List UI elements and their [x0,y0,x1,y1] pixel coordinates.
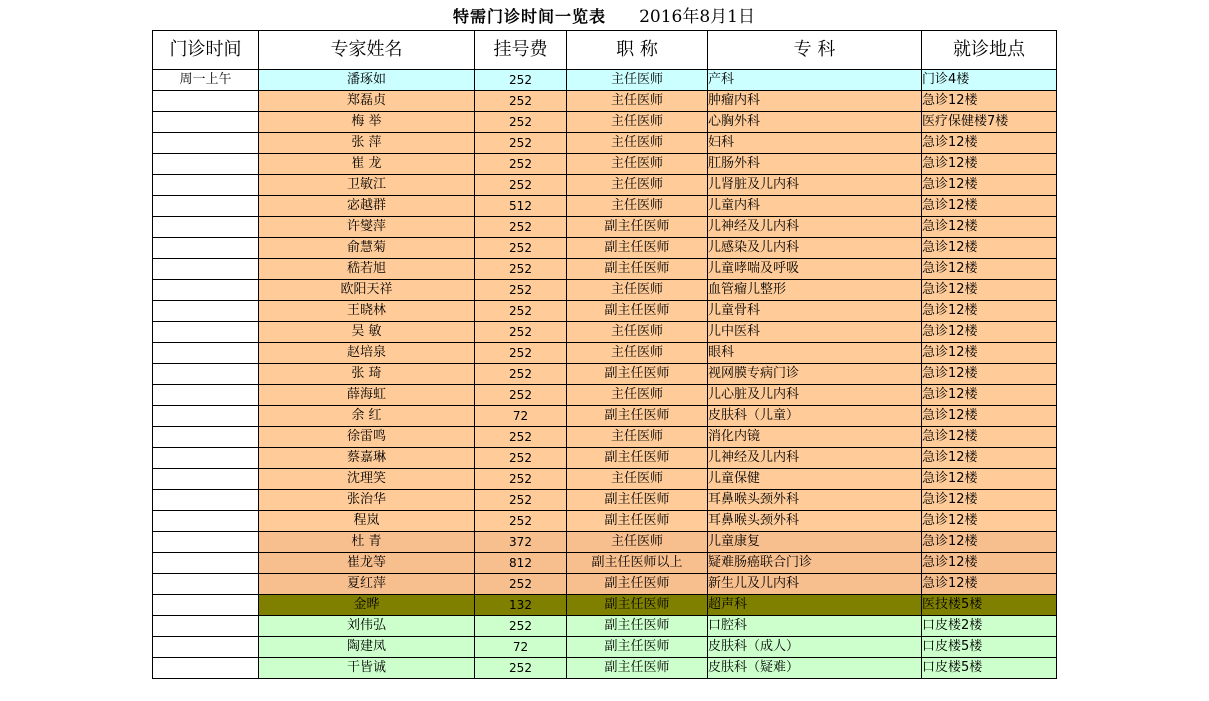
cell-registration-fee[interactable]: 252 [475,448,567,469]
table-row [153,406,1057,427]
cell-job-title[interactable]: 主任医师 [567,196,708,217]
cell-registration-fee[interactable]: 252 [475,238,567,259]
table-row [153,343,1057,364]
cell-job-title[interactable]: 主任医师 [567,280,708,301]
cell-clinic-time[interactable] [153,196,259,217]
cell-specialty[interactable]: 儿肾脏及儿内科 [708,175,922,196]
cell-expert-name[interactable]: 薛海虹 [259,385,475,406]
cell-job-title[interactable]: 主任医师 [567,385,708,406]
cell-job-title[interactable]: 副主任医师以上 [567,553,708,574]
cell-job-title[interactable]: 主任医师 [567,175,708,196]
cell-registration-fee[interactable]: 252 [475,217,567,238]
table-row [153,511,1057,532]
cell-clinic-time[interactable] [153,532,259,553]
cell-specialty[interactable]: 儿童骨科 [708,301,922,322]
table-row [153,154,1057,175]
table-row [153,280,1057,301]
cell-clinic-time[interactable] [153,112,259,133]
cell-specialty[interactable]: 儿童哮喘及呼吸 [708,259,922,280]
cell-clinic-time[interactable] [153,91,259,112]
cell-expert-name[interactable]: 崔龙等 [259,553,475,574]
cell-specialty[interactable]: 皮肤科（成人） [708,637,922,658]
cell-registration-fee[interactable]: 252 [475,511,567,532]
cell-expert-name[interactable]: 余 红 [259,406,475,427]
cell-registration-fee[interactable]: 512 [475,196,567,217]
cell-location[interactable]: 门诊4楼 [922,70,1057,91]
cell-specialty[interactable]: 疑难肠癌联合门诊 [708,553,922,574]
cell-specialty[interactable]: 儿感染及儿内科 [708,238,922,259]
table-row [153,301,1057,322]
table-row [153,112,1057,133]
cell-location[interactable]: 急诊12楼 [922,532,1057,553]
cell-job-title[interactable]: 副主任医师 [567,301,708,322]
cell-clinic-time[interactable] [153,574,259,595]
cell-location[interactable]: 急诊12楼 [922,343,1057,364]
cell-location[interactable]: 急诊12楼 [922,301,1057,322]
cell-specialty[interactable]: 耳鼻喉头颈外科 [708,511,922,532]
cell-expert-name[interactable]: 赵培泉 [259,343,475,364]
cell-expert-name[interactable]: 杜 青 [259,532,475,553]
cell-location[interactable]: 急诊12楼 [922,322,1057,343]
cell-expert-name[interactable]: 沈理笑 [259,469,475,490]
cell-specialty[interactable]: 儿神经及儿内科 [708,448,922,469]
cell-registration-fee[interactable]: 252 [475,385,567,406]
cell-location[interactable]: 急诊12楼 [922,259,1057,280]
cell-specialty[interactable]: 眼科 [708,343,922,364]
header-row [153,31,1057,70]
cell-clinic-time[interactable] [153,406,259,427]
cell-clinic-time[interactable] [153,154,259,175]
cell-job-title[interactable]: 主任医师 [567,469,708,490]
table-row [153,616,1057,637]
cell-expert-name[interactable]: 梅 举 [259,112,475,133]
cell-expert-name[interactable]: 张 萍 [259,133,475,154]
cell-expert-name[interactable]: 王晓林 [259,301,475,322]
cell-expert-name[interactable]: 俞慧菊 [259,238,475,259]
cell-specialty[interactable]: 视网膜专病门诊 [708,364,922,385]
cell-clinic-time[interactable] [153,259,259,280]
cell-registration-fee[interactable]: 252 [475,112,567,133]
header-job-title[interactable]: 职 称 [567,31,708,70]
table-row [153,574,1057,595]
schedule-table [152,30,1057,679]
cell-clinic-time[interactable] [153,637,259,658]
table-row [153,427,1057,448]
cell-clinic-time[interactable] [153,301,259,322]
cell-location[interactable]: 急诊12楼 [922,364,1057,385]
cell-location[interactable]: 医疗保健楼7楼 [922,112,1057,133]
cell-registration-fee[interactable]: 72 [475,406,567,427]
cell-job-title[interactable]: 主任医师 [567,91,708,112]
cell-registration-fee[interactable]: 252 [475,301,567,322]
cell-expert-name[interactable]: 欧阳天祥 [259,280,475,301]
cell-job-title[interactable]: 副主任医师 [567,259,708,280]
cell-registration-fee[interactable]: 252 [475,343,567,364]
cell-job-title[interactable]: 副主任医师 [567,616,708,637]
cell-registration-fee[interactable]: 252 [475,616,567,637]
cell-clinic-time[interactable] [153,175,259,196]
cell-job-title[interactable]: 主任医师 [567,154,708,175]
cell-clinic-time[interactable] [153,427,259,448]
table-row [153,175,1057,196]
cell-location[interactable]: 急诊12楼 [922,427,1057,448]
cell-location[interactable]: 急诊12楼 [922,574,1057,595]
cell-specialty[interactable]: 口腔科 [708,616,922,637]
cell-specialty[interactable]: 儿童康复 [708,532,922,553]
cell-clinic-time[interactable]: 周一上午 [153,70,259,91]
cell-expert-name[interactable]: 郑磊贞 [259,91,475,112]
table-row [153,70,1057,91]
cell-specialty[interactable]: 儿童保健 [708,469,922,490]
cell-location[interactable]: 医技楼5楼 [922,595,1057,616]
cell-location[interactable]: 急诊12楼 [922,91,1057,112]
cell-job-title[interactable]: 副主任医师 [567,364,708,385]
cell-expert-name[interactable]: 潘琢如 [259,70,475,91]
header-expert-name[interactable]: 专家姓名 [259,31,475,70]
cell-job-title[interactable]: 副主任医师 [567,406,708,427]
cell-location[interactable]: 口皮楼5楼 [922,637,1057,658]
cell-specialty[interactable]: 产科 [708,70,922,91]
cell-location[interactable]: 急诊12楼 [922,385,1057,406]
cell-location[interactable]: 急诊12楼 [922,490,1057,511]
table-row [153,196,1057,217]
cell-location[interactable]: 急诊12楼 [922,448,1057,469]
cell-clinic-time[interactable] [153,490,259,511]
cell-expert-name[interactable]: 张治华 [259,490,475,511]
cell-clinic-time[interactable] [153,469,259,490]
cell-expert-name[interactable]: 崔 龙 [259,154,475,175]
cell-registration-fee[interactable]: 252 [475,364,567,385]
cell-expert-name[interactable]: 干皆诚 [259,658,475,679]
cell-clinic-time[interactable] [153,616,259,637]
cell-registration-fee[interactable]: 252 [475,154,567,175]
cell-job-title[interactable]: 主任医师 [567,322,708,343]
cell-clinic-time[interactable] [153,322,259,343]
cell-clinic-time[interactable] [153,133,259,154]
cell-location[interactable]: 急诊12楼 [922,469,1057,490]
cell-location[interactable]: 急诊12楼 [922,511,1057,532]
table-body [153,70,1057,679]
table-row [153,532,1057,553]
cell-location[interactable]: 急诊12楼 [922,154,1057,175]
table-row [153,238,1057,259]
cell-expert-name[interactable]: 徐雷鸣 [259,427,475,448]
cell-specialty[interactable]: 皮肤科（疑难） [708,658,922,679]
cell-location[interactable]: 急诊12楼 [922,553,1057,574]
table-row [153,322,1057,343]
header-location[interactable]: 就诊地点 [922,31,1057,70]
cell-registration-fee[interactable]: 252 [475,259,567,280]
cell-location[interactable]: 急诊12楼 [922,217,1057,238]
cell-location[interactable]: 口皮楼5楼 [922,658,1057,679]
cell-expert-name[interactable]: 吴 敏 [259,322,475,343]
cell-expert-name[interactable]: 程岚 [259,511,475,532]
table-row [153,595,1057,616]
cell-expert-name[interactable]: 刘伟弘 [259,616,475,637]
cell-specialty[interactable]: 儿童内科 [708,196,922,217]
cell-job-title[interactable]: 副主任医师 [567,217,708,238]
cell-specialty[interactable]: 新生儿及儿内科 [708,574,922,595]
cell-expert-name[interactable]: 夏红萍 [259,574,475,595]
cell-clinic-time[interactable] [153,511,259,532]
cell-specialty[interactable]: 肛肠外科 [708,154,922,175]
cell-location[interactable]: 急诊12楼 [922,238,1057,259]
cell-specialty[interactable]: 心胸外科 [708,112,922,133]
cell-registration-fee[interactable]: 252 [475,490,567,511]
cell-registration-fee[interactable]: 252 [475,133,567,154]
table-row [153,385,1057,406]
cell-registration-fee[interactable]: 252 [475,469,567,490]
cell-registration-fee[interactable]: 252 [475,322,567,343]
cell-clinic-time[interactable] [153,448,259,469]
table-row [153,364,1057,385]
table-row [153,490,1057,511]
cell-clinic-time[interactable] [153,280,259,301]
cell-location[interactable]: 急诊12楼 [922,196,1057,217]
cell-registration-fee[interactable]: 372 [475,532,567,553]
title-main: 特需门诊时间一览表 [452,7,606,26]
cell-clinic-time[interactable] [153,658,259,679]
header-registration-fee[interactable]: 挂号费 [475,31,567,70]
table-row [153,259,1057,280]
sheet-title [152,4,1056,30]
cell-job-title[interactable]: 副主任医师 [567,511,708,532]
title-date: 2016年8月1日 [639,7,755,27]
cell-registration-fee[interactable]: 252 [475,70,567,91]
table-row [153,133,1057,154]
cell-clinic-time[interactable] [153,238,259,259]
cell-clinic-time[interactable] [153,364,259,385]
cell-job-title[interactable]: 副主任医师 [567,637,708,658]
cell-registration-fee[interactable]: 252 [475,574,567,595]
cell-registration-fee[interactable]: 812 [475,553,567,574]
cell-registration-fee[interactable]: 252 [475,658,567,679]
cell-job-title[interactable]: 主任医师 [567,532,708,553]
cell-registration-fee[interactable]: 132 [475,595,567,616]
cell-expert-name[interactable]: 陶建凤 [259,637,475,658]
cell-specialty[interactable]: 血管瘤儿整形 [708,280,922,301]
cell-registration-fee[interactable]: 72 [475,637,567,658]
cell-registration-fee[interactable]: 252 [475,280,567,301]
cell-clinic-time[interactable] [153,553,259,574]
cell-specialty[interactable]: 妇科 [708,133,922,154]
cell-specialty[interactable]: 儿心脏及儿内科 [708,385,922,406]
cell-job-title[interactable]: 副主任医师 [567,238,708,259]
cell-expert-name[interactable]: 蔡嘉琳 [259,448,475,469]
cell-location[interactable]: 急诊12楼 [922,133,1057,154]
cell-expert-name[interactable]: 卫敏江 [259,175,475,196]
cell-clinic-time[interactable] [153,217,259,238]
table-row [153,553,1057,574]
cell-specialty[interactable]: 儿中医科 [708,322,922,343]
cell-job-title[interactable]: 副主任医师 [567,595,708,616]
cell-specialty[interactable]: 消化内镜 [708,427,922,448]
cell-job-title[interactable]: 主任医师 [567,70,708,91]
table-row [153,448,1057,469]
cell-job-title[interactable]: 副主任医师 [567,490,708,511]
cell-specialty[interactable]: 皮肤科（儿童） [708,406,922,427]
cell-expert-name[interactable]: 许燮萍 [259,217,475,238]
table-row [153,217,1057,238]
table-row [153,91,1057,112]
cell-location[interactable]: 急诊12楼 [922,175,1057,196]
cell-clinic-time[interactable] [153,343,259,364]
table-row [153,658,1057,679]
header-specialty[interactable]: 专 科 [708,31,922,70]
cell-location[interactable]: 口皮楼2楼 [922,616,1057,637]
cell-job-title[interactable]: 主任医师 [567,112,708,133]
table-row [153,637,1057,658]
cell-job-title[interactable]: 主任医师 [567,427,708,448]
cell-specialty[interactable]: 儿神经及儿内科 [708,217,922,238]
header-clinic-time[interactable]: 门诊时间 [153,31,259,70]
cell-location[interactable]: 急诊12楼 [922,280,1057,301]
cell-clinic-time[interactable] [153,595,259,616]
cell-expert-name[interactable]: 张 琦 [259,364,475,385]
cell-expert-name[interactable]: 金晔 [259,595,475,616]
cell-specialty[interactable]: 超声科 [708,595,922,616]
cell-specialty[interactable]: 耳鼻喉头颈外科 [708,490,922,511]
cell-expert-name[interactable]: 嵇若旭 [259,259,475,280]
cell-clinic-time[interactable] [153,385,259,406]
cell-job-title[interactable]: 主任医师 [567,343,708,364]
cell-registration-fee[interactable]: 252 [475,175,567,196]
cell-specialty[interactable]: 肿瘤内科 [708,91,922,112]
cell-expert-name[interactable]: 宓越群 [259,196,475,217]
cell-registration-fee[interactable]: 252 [475,91,567,112]
cell-job-title[interactable]: 副主任医师 [567,448,708,469]
cell-registration-fee[interactable]: 252 [475,427,567,448]
cell-job-title[interactable]: 副主任医师 [567,658,708,679]
cell-job-title[interactable]: 主任医师 [567,133,708,154]
table-row [153,469,1057,490]
cell-job-title[interactable]: 副主任医师 [567,574,708,595]
cell-location[interactable]: 急诊12楼 [922,406,1057,427]
